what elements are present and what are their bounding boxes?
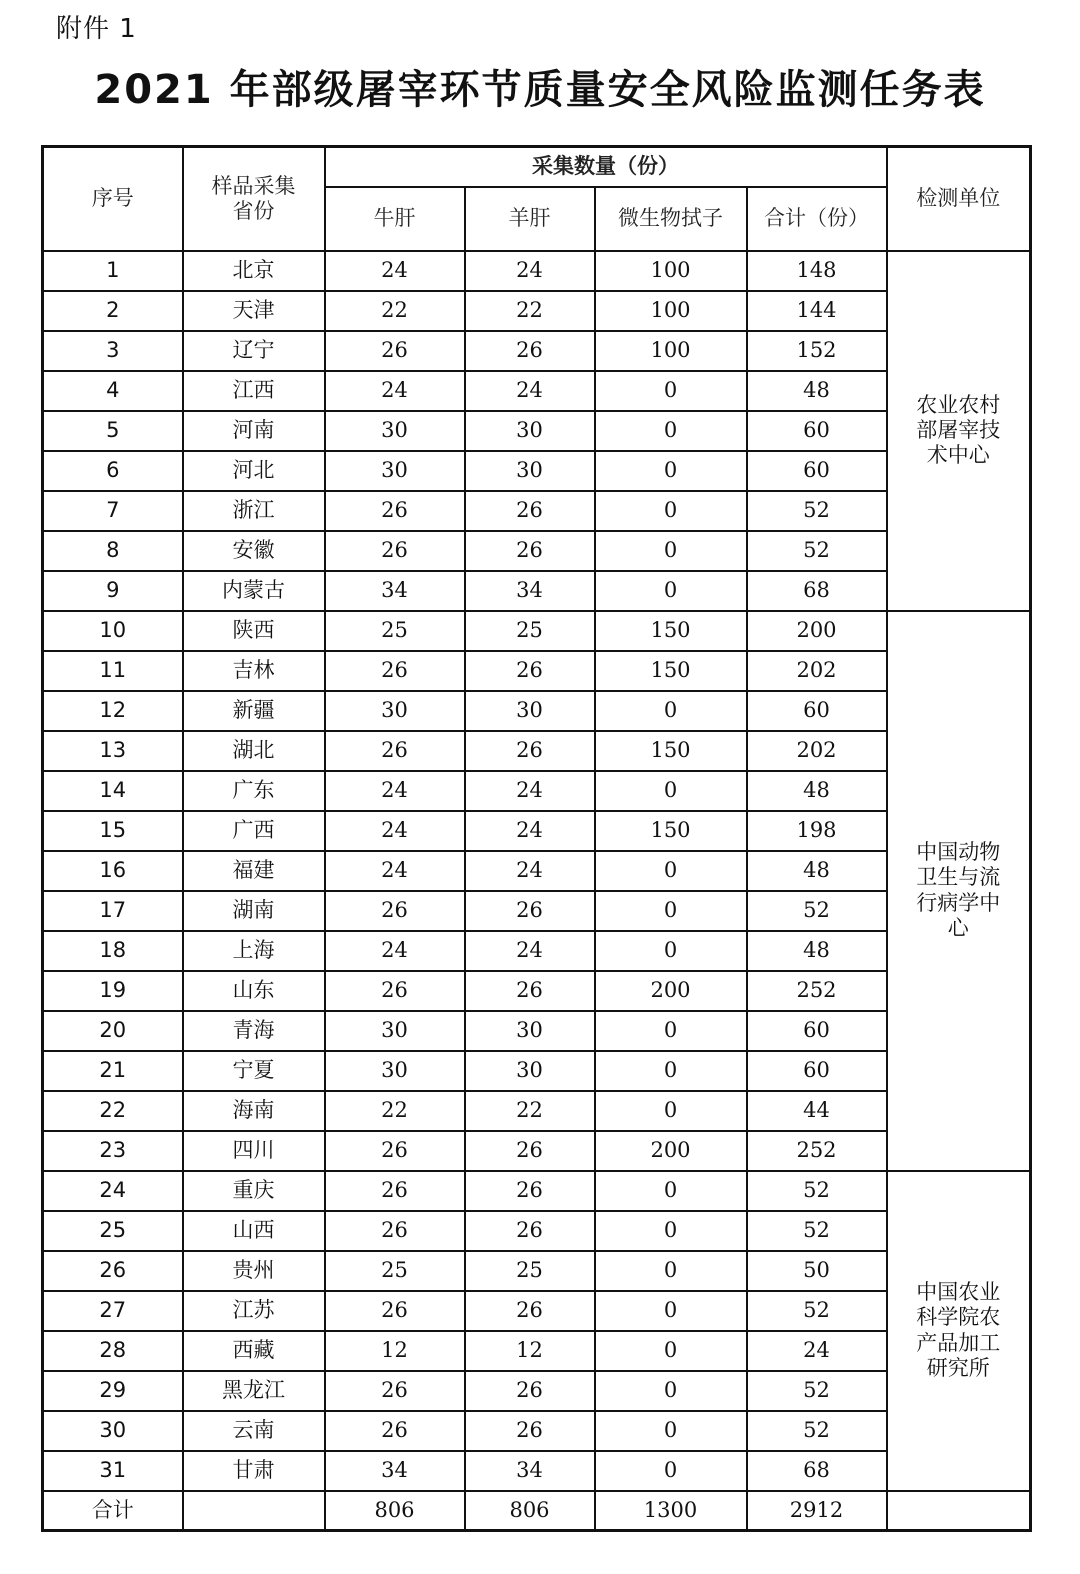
row-sheep-liver: 24 <box>465 931 595 971</box>
row-seq: 19 <box>43 971 183 1011</box>
row-cattle-liver: 26 <box>325 1371 465 1411</box>
table-row <box>43 1131 1031 1171</box>
row-province: 山西 <box>183 1211 325 1251</box>
row-sheep-liver: 26 <box>465 1371 595 1411</box>
row-seq: 30 <box>43 1411 183 1451</box>
row-swab: 0 <box>595 1371 747 1411</box>
row-sheep-liver: 26 <box>465 331 595 371</box>
row-swab: 150 <box>595 611 747 651</box>
totals-swab: 1300 <box>595 1491 747 1531</box>
row-seq: 14 <box>43 771 183 811</box>
header-province <box>183 147 325 251</box>
row-sheep-liver: 26 <box>465 891 595 931</box>
row-cattle-liver: 30 <box>325 1051 465 1091</box>
row-sheep-liver: 30 <box>465 691 595 731</box>
row-total: 152 <box>747 331 887 371</box>
testing-unit <box>887 251 1031 611</box>
row-province: 广西 <box>183 811 325 851</box>
row-total: 60 <box>747 691 887 731</box>
table-row <box>43 1331 1031 1371</box>
totals-label: 合计 <box>43 1491 183 1531</box>
row-total: 48 <box>747 851 887 891</box>
row-total: 50 <box>747 1251 887 1291</box>
row-cattle-liver: 30 <box>325 1011 465 1051</box>
row-swab: 0 <box>595 531 747 571</box>
row-cattle-liver: 26 <box>325 971 465 1011</box>
header-sheep-liver: 羊肝 <box>465 187 595 251</box>
row-total: 60 <box>747 1051 887 1091</box>
row-cattle-liver: 26 <box>325 1171 465 1211</box>
row-cattle-liver: 24 <box>325 931 465 971</box>
row-seq: 16 <box>43 851 183 891</box>
row-province: 安徽 <box>183 531 325 571</box>
row-seq: 25 <box>43 1211 183 1251</box>
row-cattle-liver: 24 <box>325 251 465 291</box>
row-seq: 29 <box>43 1371 183 1411</box>
row-cattle-liver: 34 <box>325 1451 465 1491</box>
row-seq: 17 <box>43 891 183 931</box>
row-cattle-liver: 25 <box>325 611 465 651</box>
row-cattle-liver: 26 <box>325 1411 465 1451</box>
header-subtotal: 合计（份） <box>747 187 887 251</box>
header-unit: 检测单位 <box>887 147 1031 251</box>
table-row <box>43 1091 1031 1131</box>
row-swab: 200 <box>595 1131 747 1171</box>
row-seq: 12 <box>43 691 183 731</box>
table-row <box>43 931 1031 971</box>
row-total: 52 <box>747 891 887 931</box>
row-swab: 0 <box>595 1051 747 1091</box>
row-province: 天津 <box>183 291 325 331</box>
row-total: 202 <box>747 731 887 771</box>
row-province: 青海 <box>183 1011 325 1051</box>
row-seq: 26 <box>43 1251 183 1291</box>
row-total: 148 <box>747 251 887 291</box>
row-swab: 0 <box>595 931 747 971</box>
row-sheep-liver: 26 <box>465 491 595 531</box>
row-province: 河南 <box>183 411 325 451</box>
header-swab: 微生物拭子 <box>595 187 747 251</box>
row-province: 贵州 <box>183 1251 325 1291</box>
table-row <box>43 1451 1031 1491</box>
row-swab: 100 <box>595 251 747 291</box>
header-cattle-liver: 牛肝 <box>325 187 465 251</box>
row-swab: 100 <box>595 291 747 331</box>
row-sheep-liver: 24 <box>465 371 595 411</box>
table-row <box>43 331 1031 371</box>
row-seq: 21 <box>43 1051 183 1091</box>
row-total: 60 <box>747 451 887 491</box>
table-row <box>43 691 1031 731</box>
row-swab: 0 <box>595 1331 747 1371</box>
row-sheep-liver: 26 <box>465 1131 595 1171</box>
row-seq: 3 <box>43 331 183 371</box>
table-row <box>43 531 1031 571</box>
row-swab: 0 <box>595 1171 747 1211</box>
row-swab: 100 <box>595 331 747 371</box>
table-row <box>43 1291 1031 1331</box>
row-total: 252 <box>747 1131 887 1171</box>
row-province: 江苏 <box>183 1291 325 1331</box>
row-swab: 0 <box>595 771 747 811</box>
header-quantity-group: 采集数量（份） <box>325 147 887 187</box>
row-seq: 9 <box>43 571 183 611</box>
row-sheep-liver: 30 <box>465 451 595 491</box>
totals-row <box>43 1491 1031 1531</box>
table-body <box>43 251 1031 1491</box>
row-province: 陕西 <box>183 611 325 651</box>
table-row <box>43 491 1031 531</box>
row-province: 黑龙江 <box>183 1371 325 1411</box>
row-total: 48 <box>747 931 887 971</box>
table-row <box>43 1211 1031 1251</box>
table-row <box>43 851 1031 891</box>
row-total: 44 <box>747 1091 887 1131</box>
row-sheep-liver: 26 <box>465 651 595 691</box>
table-row <box>43 971 1031 1011</box>
row-province: 内蒙古 <box>183 571 325 611</box>
table-row <box>43 571 1031 611</box>
row-seq: 10 <box>43 611 183 651</box>
row-seq: 23 <box>43 1131 183 1171</box>
row-swab: 0 <box>595 891 747 931</box>
row-cattle-liver: 26 <box>325 891 465 931</box>
attachment-label: 附件 1 <box>56 14 137 44</box>
task-table <box>41 145 1032 1532</box>
row-swab: 200 <box>595 971 747 1011</box>
row-cattle-liver: 24 <box>325 371 465 411</box>
row-swab: 0 <box>595 1211 747 1251</box>
testing-unit <box>887 1171 1031 1491</box>
row-province: 吉林 <box>183 651 325 691</box>
row-total: 52 <box>747 1211 887 1251</box>
row-swab: 0 <box>595 1411 747 1451</box>
row-cattle-liver: 26 <box>325 651 465 691</box>
row-total: 24 <box>747 1331 887 1371</box>
row-total: 68 <box>747 571 887 611</box>
row-total: 200 <box>747 611 887 651</box>
row-swab: 0 <box>595 571 747 611</box>
row-swab: 0 <box>595 1251 747 1291</box>
table-row <box>43 291 1031 331</box>
row-province: 辽宁 <box>183 331 325 371</box>
row-swab: 0 <box>595 1451 747 1491</box>
row-sheep-liver: 25 <box>465 1251 595 1291</box>
row-province: 新疆 <box>183 691 325 731</box>
row-province: 西藏 <box>183 1331 325 1371</box>
row-sheep-liver: 30 <box>465 1011 595 1051</box>
table-row <box>43 1251 1031 1291</box>
table-row <box>43 1371 1031 1411</box>
testing-unit-name: 中国农业科学院农产品加工研究所 <box>916 1280 1001 1380</box>
table-row <box>43 611 1031 651</box>
row-province: 宁夏 <box>183 1051 325 1091</box>
row-province: 甘肃 <box>183 1451 325 1491</box>
row-province: 湖南 <box>183 891 325 931</box>
row-total: 198 <box>747 811 887 851</box>
document-title: 2021 年部级屠宰环节质量安全风险监测任务表 <box>94 67 986 113</box>
row-swab: 0 <box>595 491 747 531</box>
row-swab: 0 <box>595 451 747 491</box>
row-seq: 8 <box>43 531 183 571</box>
row-province: 江西 <box>183 371 325 411</box>
row-cattle-liver: 34 <box>325 571 465 611</box>
row-cattle-liver: 30 <box>325 451 465 491</box>
table-row <box>43 1411 1031 1451</box>
testing-unit <box>887 611 1031 1171</box>
row-seq: 22 <box>43 1091 183 1131</box>
totals-cattle: 806 <box>325 1491 465 1531</box>
row-cattle-liver: 26 <box>325 331 465 371</box>
row-seq: 18 <box>43 931 183 971</box>
row-total: 48 <box>747 371 887 411</box>
row-province: 上海 <box>183 931 325 971</box>
row-cattle-liver: 12 <box>325 1331 465 1371</box>
table-row <box>43 731 1031 771</box>
table-row <box>43 1051 1031 1091</box>
row-swab: 0 <box>595 1291 747 1331</box>
row-seq: 15 <box>43 811 183 851</box>
row-sheep-liver: 26 <box>465 1211 595 1251</box>
row-seq: 1 <box>43 251 183 291</box>
testing-unit-name: 中国动物卫生与流行病学中心 <box>916 840 1001 940</box>
row-sheep-liver: 26 <box>465 731 595 771</box>
row-sheep-liver: 26 <box>465 1171 595 1211</box>
table-row <box>43 251 1031 291</box>
row-sheep-liver: 26 <box>465 971 595 1011</box>
header-seq: 序号 <box>43 147 183 251</box>
row-total: 48 <box>747 771 887 811</box>
testing-unit-name: 农业农村部屠宰技术中心 <box>916 392 1001 468</box>
row-sheep-liver: 12 <box>465 1331 595 1371</box>
row-seq: 24 <box>43 1171 183 1211</box>
row-sheep-liver: 30 <box>465 1051 595 1091</box>
row-province: 河北 <box>183 451 325 491</box>
row-cattle-liver: 24 <box>325 811 465 851</box>
table-row <box>43 811 1031 851</box>
row-total: 52 <box>747 1171 887 1211</box>
row-cattle-liver: 22 <box>325 1091 465 1131</box>
row-swab: 150 <box>595 651 747 691</box>
row-sheep-liver: 24 <box>465 771 595 811</box>
row-cattle-liver: 26 <box>325 1131 465 1171</box>
row-cattle-liver: 26 <box>325 1291 465 1331</box>
row-province: 北京 <box>183 251 325 291</box>
row-swab: 150 <box>595 811 747 851</box>
row-seq: 13 <box>43 731 183 771</box>
row-seq: 20 <box>43 1011 183 1051</box>
row-seq: 31 <box>43 1451 183 1491</box>
table-row <box>43 451 1031 491</box>
row-swab: 150 <box>595 731 747 771</box>
row-cattle-liver: 26 <box>325 1211 465 1251</box>
row-total: 60 <box>747 1011 887 1051</box>
row-total: 52 <box>747 531 887 571</box>
row-cattle-liver: 30 <box>325 691 465 731</box>
row-swab: 0 <box>595 371 747 411</box>
row-swab: 0 <box>595 691 747 731</box>
row-cattle-liver: 26 <box>325 531 465 571</box>
row-swab: 0 <box>595 1011 747 1051</box>
row-total: 52 <box>747 1371 887 1411</box>
row-sheep-liver: 22 <box>465 1091 595 1131</box>
row-province: 云南 <box>183 1411 325 1451</box>
row-province: 重庆 <box>183 1171 325 1211</box>
row-seq: 7 <box>43 491 183 531</box>
row-province: 福建 <box>183 851 325 891</box>
row-sheep-liver: 25 <box>465 611 595 651</box>
row-sheep-liver: 22 <box>465 291 595 331</box>
row-cattle-liver: 24 <box>325 851 465 891</box>
row-total: 60 <box>747 411 887 451</box>
row-sheep-liver: 34 <box>465 1451 595 1491</box>
row-cattle-liver: 30 <box>325 411 465 451</box>
row-swab: 0 <box>595 1091 747 1131</box>
header-province-text: 样品采集省份 <box>211 173 296 223</box>
row-seq: 2 <box>43 291 183 331</box>
totals-total: 2912 <box>747 1491 887 1531</box>
row-total: 144 <box>747 291 887 331</box>
row-sheep-liver: 24 <box>465 811 595 851</box>
table-row <box>43 371 1031 411</box>
row-province: 山东 <box>183 971 325 1011</box>
row-province: 广东 <box>183 771 325 811</box>
table-row <box>43 1171 1031 1211</box>
row-cattle-liver: 25 <box>325 1251 465 1291</box>
row-swab: 0 <box>595 851 747 891</box>
table-row <box>43 411 1031 451</box>
row-total: 202 <box>747 651 887 691</box>
row-cattle-liver: 24 <box>325 771 465 811</box>
row-cattle-liver: 22 <box>325 291 465 331</box>
row-sheep-liver: 24 <box>465 251 595 291</box>
row-province: 湖北 <box>183 731 325 771</box>
table-row <box>43 891 1031 931</box>
totals-sheep: 806 <box>465 1491 595 1531</box>
row-sheep-liver: 24 <box>465 851 595 891</box>
totals-unit-empty <box>887 1491 1031 1531</box>
row-seq: 5 <box>43 411 183 451</box>
row-province: 浙江 <box>183 491 325 531</box>
row-seq: 27 <box>43 1291 183 1331</box>
table-row <box>43 771 1031 811</box>
row-province: 海南 <box>183 1091 325 1131</box>
row-swab: 0 <box>595 411 747 451</box>
row-sheep-liver: 34 <box>465 571 595 611</box>
totals-province-empty <box>183 1491 325 1531</box>
row-total: 52 <box>747 1411 887 1451</box>
row-province: 四川 <box>183 1131 325 1171</box>
row-sheep-liver: 26 <box>465 1411 595 1451</box>
row-seq: 6 <box>43 451 183 491</box>
row-sheep-liver: 26 <box>465 531 595 571</box>
table-row <box>43 651 1031 691</box>
row-cattle-liver: 26 <box>325 491 465 531</box>
row-cattle-liver: 26 <box>325 731 465 771</box>
row-seq: 28 <box>43 1331 183 1371</box>
row-total: 52 <box>747 491 887 531</box>
row-seq: 11 <box>43 651 183 691</box>
row-total: 52 <box>747 1291 887 1331</box>
row-sheep-liver: 30 <box>465 411 595 451</box>
row-total: 68 <box>747 1451 887 1491</box>
row-total: 252 <box>747 971 887 1011</box>
table-row <box>43 1011 1031 1051</box>
row-seq: 4 <box>43 371 183 411</box>
row-sheep-liver: 26 <box>465 1291 595 1331</box>
